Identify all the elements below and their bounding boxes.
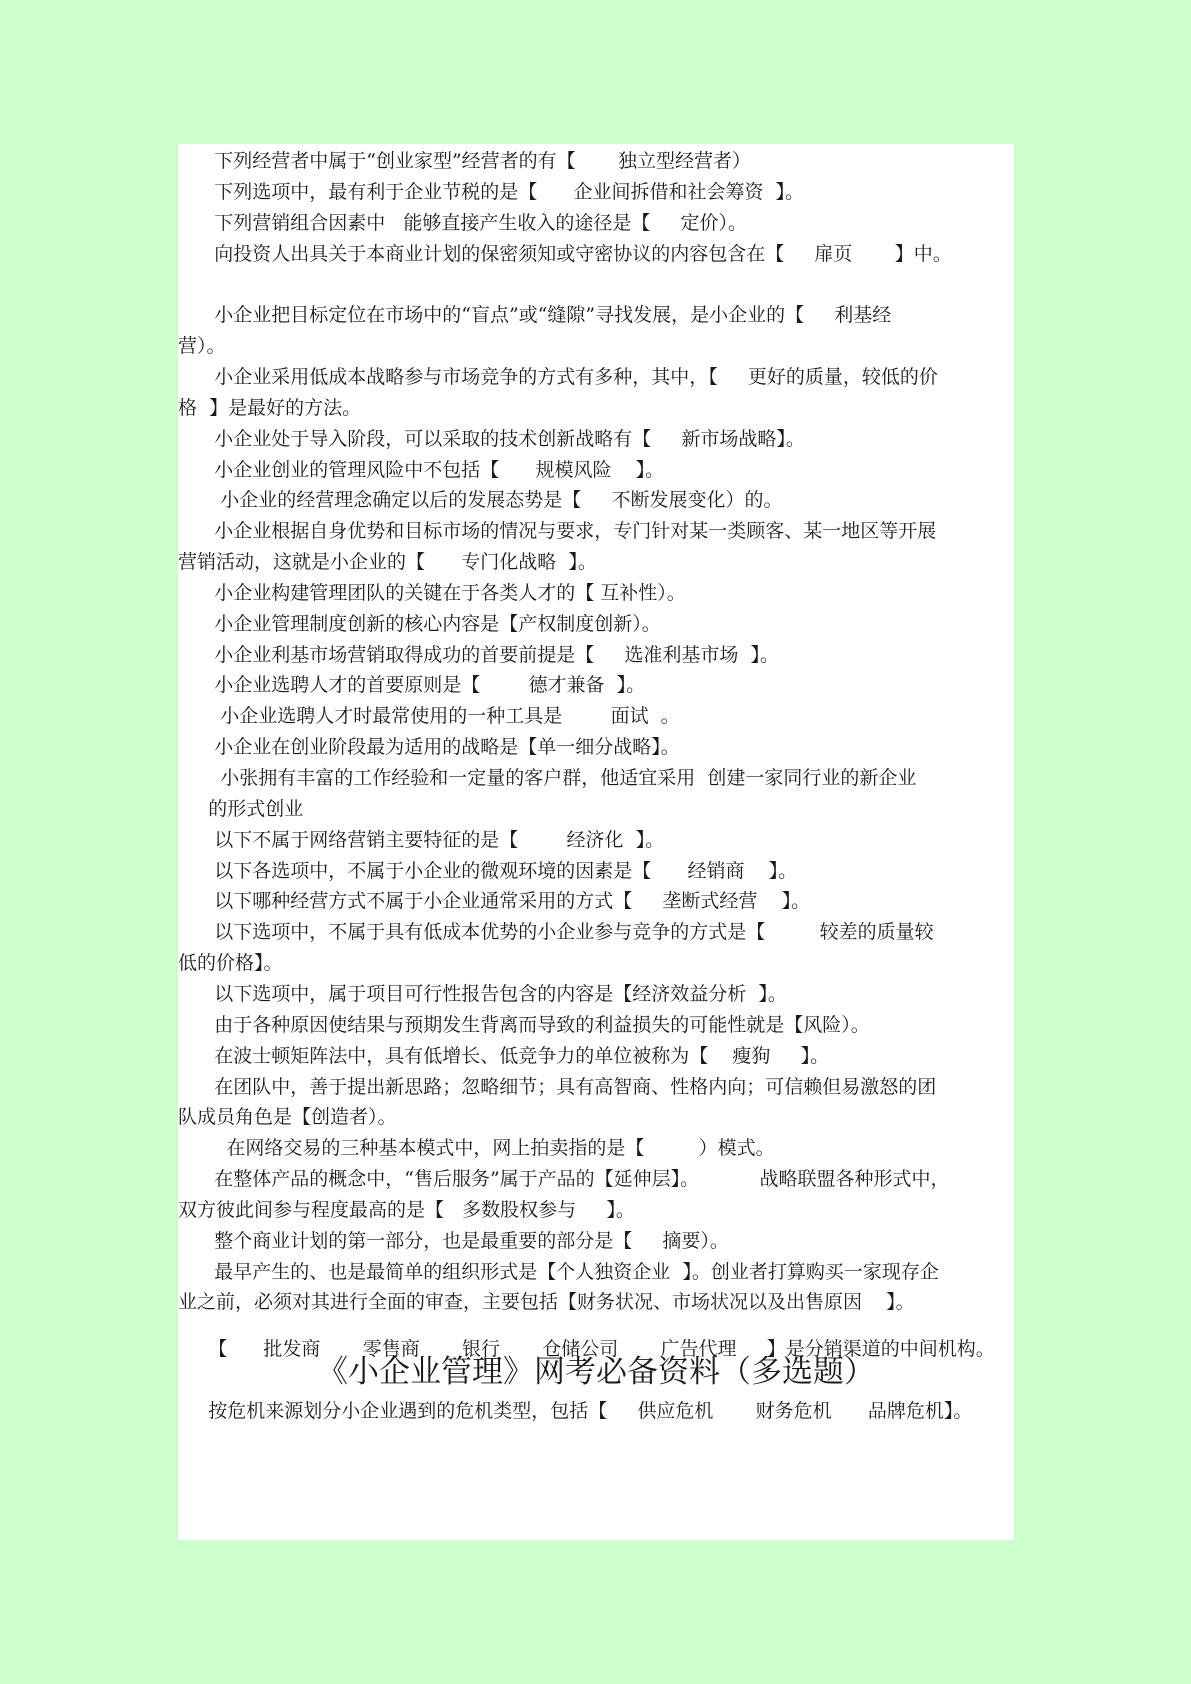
text-line: 营）。 [178, 335, 226, 358]
text-line: 小张拥有丰富的工作经验和一定量的客户群，他适宜采用 创建一家同行业的新企业 [178, 767, 917, 789]
document-page [178, 144, 1014, 1540]
text-line: 小企业处于导入阶段，可以采取的技术创新战略有【 新市场战略】。 [178, 427, 805, 450]
text-line [178, 269, 1014, 299]
text-line: 由于各种原因使结果与预期发生背离而导致的利益损失的可能性就是【风险）。 [178, 1013, 870, 1036]
text-line: 向投资人出具关于本商业计划的保密须知或守密协议的内容包含在【 扉页 】中。 [178, 242, 952, 265]
text-line: 业之前，必须对其进行全面的审查，主要包括【财务状况、市场状况以及出售原因 】。 [178, 1291, 915, 1314]
text-line: 小企业把目标定位在市场中的“盲点”或“缝隙”寻找发展，是小企业的【 利基经 [178, 304, 892, 327]
multi-choice-line: 【 批发商 零售商 银行 仓储公司 广告代理 】是分销渠道的中间机构。 [178, 1338, 995, 1360]
text-line: 以下哪种经营方式不属于小企业通常采用的方式【 垄断式经营 】。 [178, 890, 811, 913]
text-line: 小企业构建管理团队的关键在于各类人才的【 互补性）。 [178, 581, 686, 604]
text-line: 小企业根据自身优势和目标市场的情况与要求，专门针对某一类顾客、某一地区等开展 [178, 520, 937, 543]
text-line: 格 】是最好的方法。 [178, 396, 362, 419]
text-line: 下列经营者中属于“创业家型”经营者的有【 独立型经营者） [178, 150, 751, 172]
section-title: 《小企业管理》网考必备资料（多选题） [317, 1354, 875, 1390]
text-line: 小企业在创业阶段最为适用的战略是【单一细分战略】。 [178, 736, 680, 759]
text-line: 队成员角色是【创造者）。 [178, 1106, 397, 1129]
text-line: 小企业采用低成本战略参与市场竞争的方式有多种，其中，【 更好的质量，较低的价 [178, 365, 938, 388]
text-line: 在网络交易的三种基本模式中，网上拍卖指的是【 ）模式。 [178, 1137, 775, 1160]
text-line: 以下各选项中，不属于小企业的微观环境的因素是【 经销商 】。 [178, 859, 798, 882]
text-line: 小企业利基市场营销取得成功的首要前提是【 选准利基市场 】。 [178, 643, 780, 666]
text-line: 下列选项中，最有利于企业节税的是【 企业间拆借和社会筹资 】。 [178, 180, 805, 203]
text-line: 小企业的经营理念确定以后的发展态势是【 不断发展变化）的。 [178, 489, 783, 512]
multi-choice-line: 按危机来源划分小企业遇到的危机类型，包括【 供应危机 财务危机 品牌危机】。 [178, 1400, 973, 1422]
text-line: 以下选项中，不属于具有低成本优势的小企业参与竞争的方式是【 较差的质量较 [178, 921, 934, 944]
text-line: 营销活动，这就是小企业的【 专门化战略 】。 [178, 551, 597, 574]
text-line: 小企业管理制度创新的核心内容是【产权制度创新）。 [178, 612, 661, 635]
text-line: 以下选项中，属于项目可行性报告包含的内容是【经济效益分析 】。 [178, 982, 787, 1005]
text-line: 最早产生的、也是最简单的组织形式是【个人独资企业 】。创业者打算购买一家现存企 [178, 1260, 939, 1283]
text-line: 以下不属于网络营销主要特征的是【 经济化 】。 [178, 828, 665, 851]
text-line: 整个商业计划的第一部分，也是最重要的部分是【 摘要）。 [178, 1229, 729, 1252]
text-line: 的形式创业 [178, 797, 304, 820]
text-line: 在团队中，善于提出新思路；忽略细节；具有高智商、性格内向；可信赖但易激怒的团 [178, 1075, 937, 1098]
text-line: 低的价格】。 [178, 952, 283, 975]
text-line: 小企业选聘人才的首要原则是【 德才兼备 】。 [178, 674, 646, 697]
text-line: 双方彼此间参与程度最高的是【 多数股权参与 】。 [178, 1198, 635, 1221]
text-line: 小企业创业的管理风险中不包括【 规模风险 】。 [178, 458, 665, 481]
text-line: 在波士顿矩阵法中，具有低增长、低竞争力的单位被称为【 瘦狗 】。 [178, 1044, 830, 1067]
text-line: 在整体产品的概念中，“售后服务”属于产品的【延伸层】。 战略联盟各种形式中， [178, 1168, 950, 1191]
text-line: 小企业选聘人才时最常使用的一种工具是 面试 。 [178, 705, 680, 728]
text-line: 下列营销组合因素中 能够直接产生收入的途径是【 定价）。 [178, 211, 748, 234]
